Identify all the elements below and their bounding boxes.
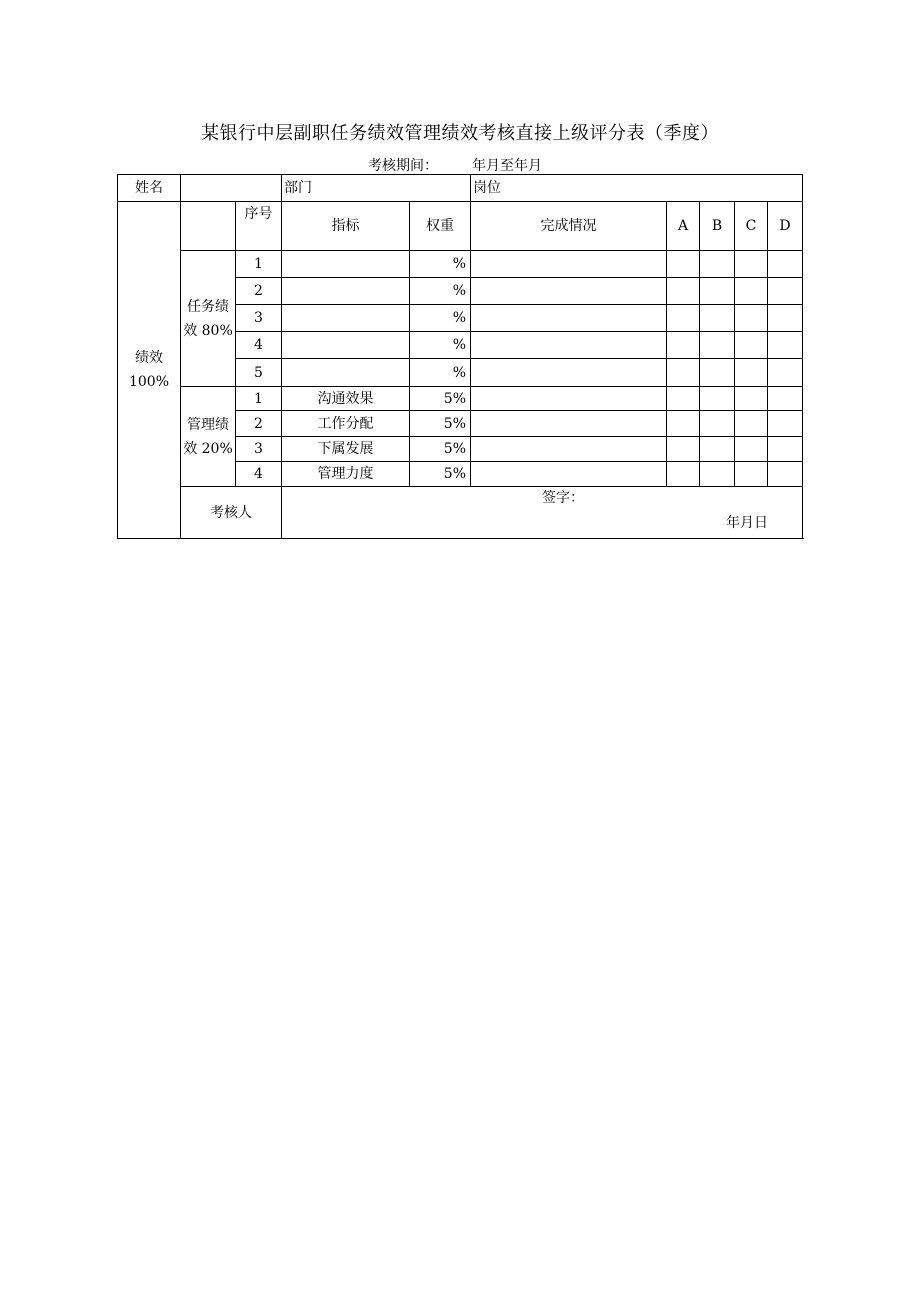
mgmt-label-line1: 管理绩 (187, 416, 229, 433)
indicator-cell: 工作分配 (282, 411, 410, 437)
seq-cell: 5 (236, 359, 282, 387)
grade-b-cell[interactable] (700, 387, 735, 411)
weight-cell: 5% (410, 462, 471, 487)
grade-d-cell[interactable] (768, 359, 803, 387)
weight-header: 权重 (410, 202, 471, 251)
assessment-period (368, 155, 542, 175)
grade-d-cell[interactable] (768, 462, 803, 487)
completion-cell[interactable] (471, 411, 667, 437)
task-label-line2: 效 80% (183, 322, 233, 339)
performance-label-line2: 100% (128, 374, 170, 390)
weight-cell: 5% (410, 387, 471, 411)
mgmt-label-line2: 效 20% (183, 440, 233, 457)
grade-c-cell[interactable] (735, 462, 768, 487)
seq-cell: 2 (236, 411, 282, 437)
grade-a-cell[interactable] (667, 437, 700, 462)
grade-c-cell[interactable] (735, 411, 768, 437)
page-title: 某银行中层副职任务绩效管理绩效考核直接上级评分表（季度） (201, 123, 719, 144)
seq-cell: 1 (236, 251, 282, 278)
completion-cell[interactable] (471, 462, 667, 487)
grade-d-cell[interactable] (768, 305, 803, 332)
grade-c-cell[interactable] (735, 278, 768, 305)
completion-cell[interactable] (471, 437, 667, 462)
grade-a-cell[interactable] (667, 332, 700, 359)
seq-cell: 3 (236, 437, 282, 462)
indicator-cell: 管理力度 (282, 462, 410, 487)
performance-label-line1: 绩效 (135, 350, 163, 366)
grade-a-cell[interactable] (667, 387, 700, 411)
grade-d-cell[interactable] (768, 437, 803, 462)
seq-cell: 4 (236, 332, 282, 359)
info-row (118, 175, 803, 202)
evaluation-table (117, 174, 803, 539)
position-label: 岗位 (471, 175, 803, 202)
grade-a-header: A (667, 202, 700, 251)
weight-cell: 5% (410, 411, 471, 437)
grade-c-cell[interactable] (735, 359, 768, 387)
grade-a-cell[interactable] (667, 305, 700, 332)
indicator-header: 指标 (282, 202, 410, 251)
grade-d-cell[interactable] (768, 411, 803, 437)
column-header-row (118, 202, 803, 251)
grade-c-cell[interactable] (735, 251, 768, 278)
indicator-cell[interactable] (282, 278, 410, 305)
grade-b-cell[interactable] (700, 462, 735, 487)
grade-a-cell[interactable] (667, 411, 700, 437)
weight-cell[interactable]: % (410, 251, 471, 278)
grade-a-cell[interactable] (667, 359, 700, 387)
indicator-cell[interactable] (282, 359, 410, 387)
indicator-cell: 沟通效果 (282, 387, 410, 411)
completion-cell[interactable] (471, 251, 667, 278)
completion-cell[interactable] (471, 387, 667, 411)
grade-d-cell[interactable] (768, 387, 803, 411)
grade-b-cell[interactable] (700, 278, 735, 305)
assessor-label: 考核人 (181, 487, 282, 539)
mgmt-group-label (181, 387, 236, 487)
weight-cell[interactable]: % (410, 278, 471, 305)
grade-a-cell[interactable] (667, 462, 700, 487)
grade-d-cell[interactable] (768, 332, 803, 359)
task-label-line1: 任务绩 (187, 298, 229, 315)
grade-b-cell[interactable] (700, 359, 735, 387)
grade-c-cell[interactable] (735, 387, 768, 411)
grade-b-cell[interactable] (700, 411, 735, 437)
indicator-cell: 下属发展 (282, 437, 410, 462)
grade-d-cell[interactable] (768, 278, 803, 305)
completion-header: 完成情况 (471, 202, 667, 251)
task-group-label (181, 251, 236, 387)
signature-label: 签字： (542, 490, 584, 506)
grade-c-cell[interactable] (735, 332, 768, 359)
grade-a-cell[interactable] (667, 278, 700, 305)
department-label: 部门 (282, 175, 471, 202)
table-row (118, 387, 803, 411)
grade-d-cell[interactable] (768, 251, 803, 278)
seq-cell: 3 (236, 305, 282, 332)
grade-b-cell[interactable] (700, 332, 735, 359)
completion-cell[interactable] (471, 278, 667, 305)
table-row (118, 251, 803, 278)
weight-cell[interactable]: % (410, 332, 471, 359)
grade-c-cell[interactable] (735, 437, 768, 462)
indicator-cell[interactable] (282, 251, 410, 278)
weight-cell[interactable]: % (410, 305, 471, 332)
performance-section-label (118, 202, 181, 539)
grade-c-header: C (735, 202, 768, 251)
weight-cell: 5% (410, 437, 471, 462)
seq-cell: 4 (236, 462, 282, 487)
completion-cell[interactable] (471, 332, 667, 359)
period-label: 考核期间： (368, 158, 438, 174)
seq-cell: 2 (236, 278, 282, 305)
signature-date: 年月日 (726, 515, 768, 531)
completion-cell[interactable] (471, 305, 667, 332)
indicator-cell[interactable] (282, 305, 410, 332)
seq-cell: 1 (236, 387, 282, 411)
grade-b-cell[interactable] (700, 437, 735, 462)
grade-d-header: D (768, 202, 803, 251)
completion-cell[interactable] (471, 359, 667, 387)
seq-header: 序号 (236, 202, 282, 251)
grade-b-cell[interactable] (700, 305, 735, 332)
signature-cell[interactable] (282, 487, 803, 539)
grade-a-cell[interactable] (667, 251, 700, 278)
assessor-row (118, 487, 803, 539)
weight-cell[interactable]: % (410, 359, 471, 387)
name-value-cell[interactable] (181, 175, 282, 202)
grade-c-cell[interactable] (735, 305, 768, 332)
empty-header-cell (181, 202, 236, 251)
grade-b-header: B (700, 202, 735, 251)
indicator-cell[interactable] (282, 332, 410, 359)
period-value: 年月至年月 (472, 158, 542, 174)
grade-b-cell[interactable] (700, 251, 735, 278)
name-label: 姓名 (118, 175, 181, 202)
